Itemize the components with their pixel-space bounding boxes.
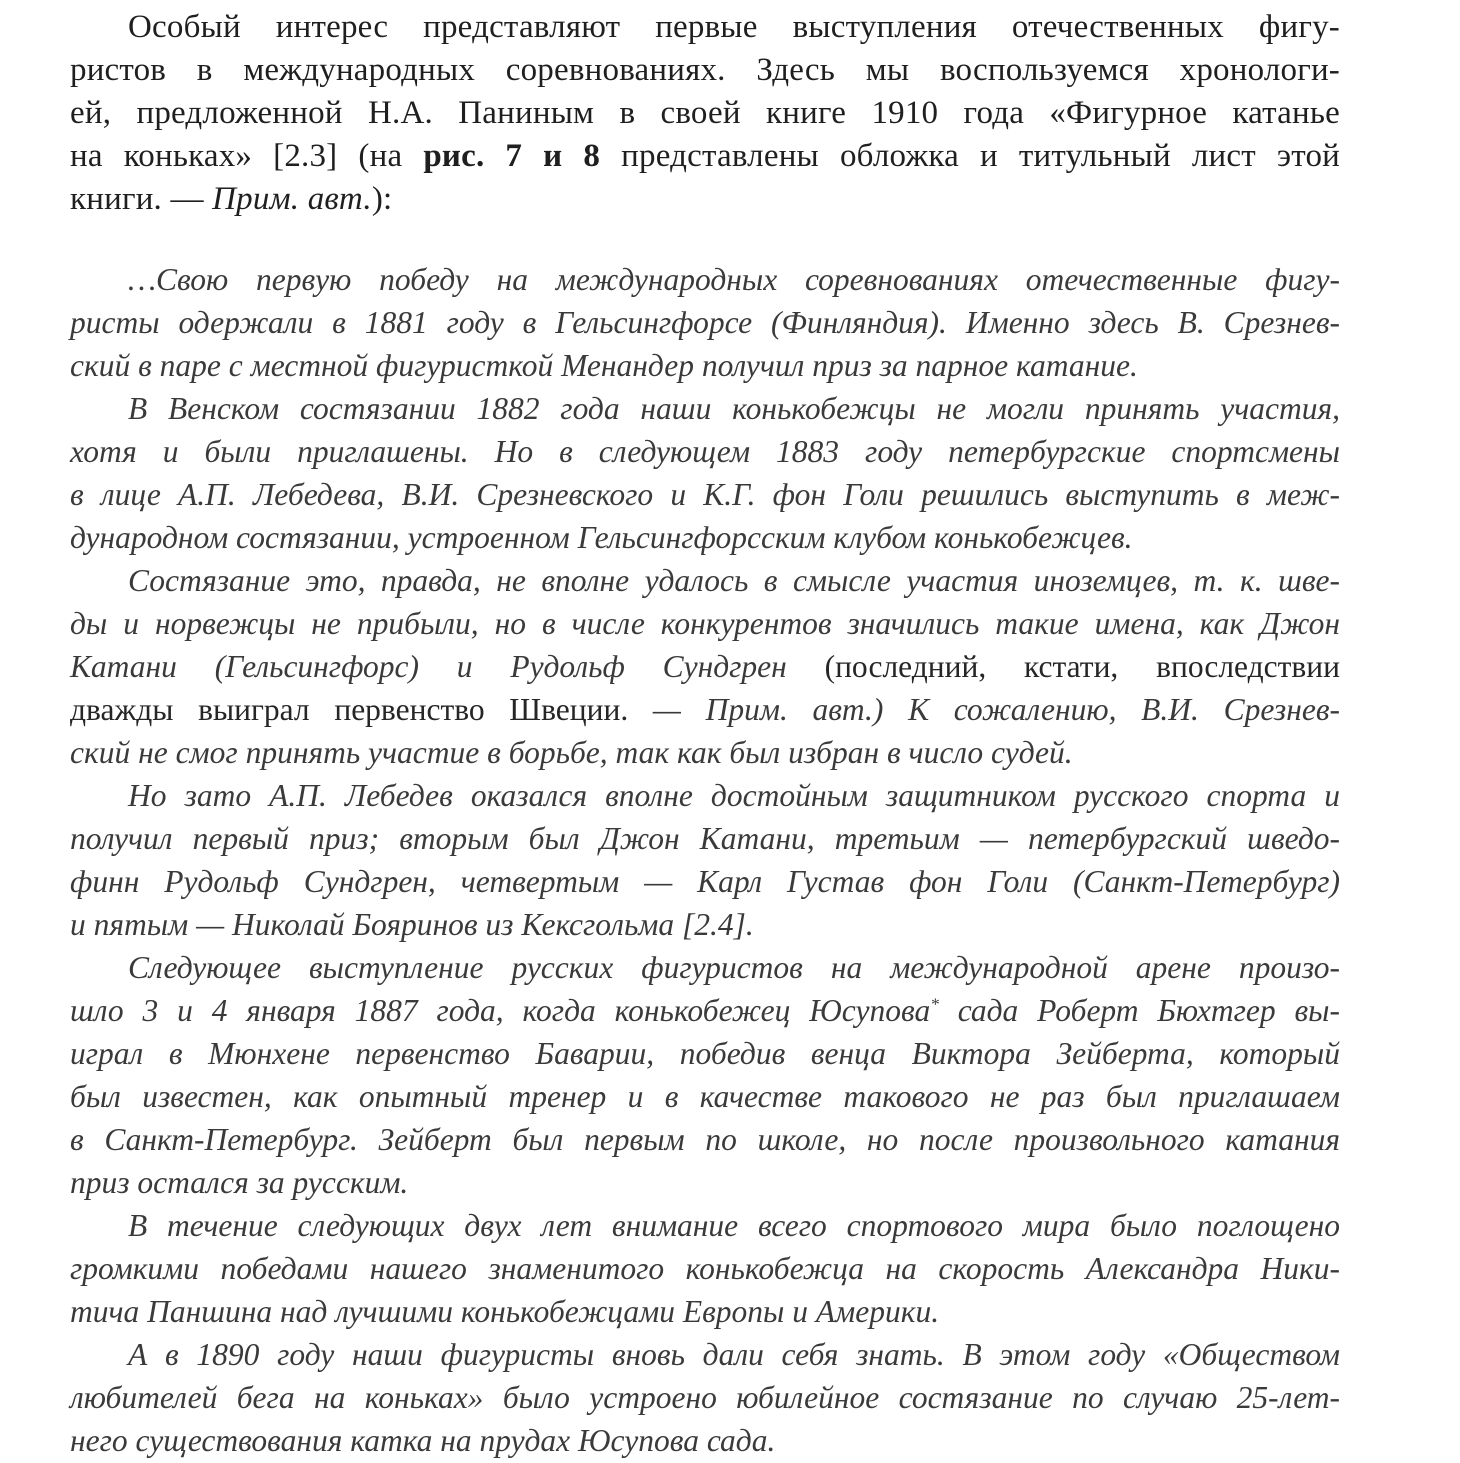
text-segment: книги. — [70, 181, 213, 217]
text-line [70, 559, 1340, 602]
text-segment: был известен, как опытный тренер и в качестве такового не раз был приглашаем [70, 1079, 1340, 1114]
text-segment: него существования катка на прудах Юсупова сада. [70, 1423, 776, 1458]
text-line [70, 1247, 1340, 1290]
text-line [70, 1290, 1340, 1333]
text-segment: и пятым — Николай Бояринов из Кексгольма [2.4]. [70, 907, 754, 942]
text-segment: тича Паншина над лучшими конькобежцами Европы и Америки. [70, 1294, 940, 1329]
text-segment: получил первый приз; вторым был Джон Катани, третьим — петербургский шведо- [70, 821, 1340, 856]
text-segment: Катани (Гельсингфорс) и Рудольф Сундгрен [70, 649, 825, 684]
text-segment: ей, предложенной Н.А. Паниным в своей книге 1910 года «Фигурное катанье [70, 95, 1340, 131]
text-line [70, 49, 1340, 92]
quote-paragraph-3 [70, 559, 1340, 774]
quote-paragraph-5 [70, 946, 1340, 1204]
text-segment: дважды выиграл первенство Швеции. [70, 692, 653, 727]
text-line [70, 1032, 1340, 1075]
text-line [70, 817, 1340, 860]
text-line [70, 301, 1340, 344]
text-line [70, 774, 1340, 817]
intro-paragraph [70, 6, 1340, 221]
text-segment: ристов в международных соревнованиях. Здесь мы воспользуемся хронологи- [70, 52, 1340, 88]
text-segment: сада Роберт Бюхтгер вы- [938, 993, 1340, 1028]
text-segment: любителей бега на коньках» было устроено юбилейное состязание по случаю 25-лет- [70, 1380, 1340, 1415]
text-segment: Следующее выступление русских фигуристов на международной арене произо- [128, 950, 1340, 985]
text-segment: хотя и были приглашены. Но в следующем 1883 году петербургские спортсмены [70, 434, 1340, 469]
text-line [70, 903, 1340, 946]
text-segment: представлены обложка и титульный лист этой [600, 138, 1340, 174]
text-segment: Но зато А.П. Лебедев оказался вполне достойным защитником русского спорта и [128, 778, 1340, 813]
text-segment: дународном состязании, устроенном Гельсингфорсским клубом конькобежцев. [70, 520, 1133, 555]
text-line [70, 731, 1340, 774]
text-line [70, 473, 1340, 516]
text-line [70, 1118, 1340, 1161]
text-line [70, 989, 1340, 1032]
quote-paragraph-7 [70, 1333, 1340, 1462]
text-line [70, 1161, 1340, 1204]
text-segment: (последний, кстати, впоследствии [824, 649, 1340, 684]
text-segment: ский не смог принять участие в борьбе, так как был избран в число судей. [70, 735, 1073, 770]
text-line [70, 387, 1340, 430]
text-segment: в Санкт-Петербург. Зейберт был первым по школе, но после произвольного катания [70, 1122, 1340, 1157]
text-line [70, 1419, 1340, 1462]
text-segment: Состязание это, правда, не вполне удалось в смысле участия иноземцев, т. к. шве- [128, 563, 1340, 598]
quote-paragraph-6 [70, 1204, 1340, 1333]
text-segment: ский в паре с местной фигуристкой Менандер получил приз за парное катание. [70, 348, 1138, 383]
text-segment: на коньках» [2.3] (на [70, 138, 424, 174]
quote-paragraph-1 [70, 258, 1340, 387]
text-line [70, 860, 1340, 903]
text-segment: громкими победами нашего знаменитого конькобежца на скорость Александра Ники- [70, 1251, 1340, 1286]
text-segment: Прим. авт. [212, 181, 372, 217]
text-line [70, 602, 1340, 645]
text-segment: В течение следующих двух лет внимание всего спортового мира было поглощено [128, 1208, 1340, 1243]
text-line [70, 1333, 1340, 1376]
text-segment: …Свою первую победу на международных соревнованиях отечественные фигу- [128, 262, 1340, 297]
text-line [70, 344, 1340, 387]
text-line [70, 946, 1340, 989]
text-segment: финн Рудольф Сундгрен, четвертым — Карл Густав фон Голи (Санкт-Петербург) [70, 864, 1340, 899]
text-line [70, 92, 1340, 135]
text-line [70, 688, 1340, 731]
text-line [70, 430, 1340, 473]
text-line [70, 258, 1340, 301]
text-segment: ристы одержали в 1881 году в Гельсингфорсе (Финляндия). Именно здесь В. Срезнев- [70, 305, 1340, 340]
text-segment: Особый интерес представляют первые выступления отечественных фигу- [128, 9, 1340, 45]
text-segment: рис. 7 и 8 [423, 138, 601, 174]
text-segment: ды и норвежцы не прибыли, но в числе конкурентов значились такие имена, как Джон [70, 606, 1340, 641]
text-segment: играл в Мюнхене первенство Баварии, победив венца Виктора Зейберта, который [70, 1036, 1340, 1071]
text-segment: А в 1890 году наши фигуристы вновь дали себя знать. В этом году «Обществом [128, 1337, 1340, 1372]
text-line [70, 1376, 1340, 1419]
text-segment: приз остался за русским. [70, 1165, 409, 1200]
text-segment: ): [371, 181, 393, 217]
text-block [70, 6, 1340, 1462]
text-segment: шло 3 и 4 января 1887 года, когда конькобежец Юсупова [70, 993, 931, 1028]
text-line [70, 1075, 1340, 1118]
quote-paragraph-4 [70, 774, 1340, 946]
text-segment: — Прим. авт.) К сожалению, В.И. Срезнев- [652, 692, 1340, 727]
text-line [70, 516, 1340, 559]
text-line [70, 645, 1340, 688]
text-segment: в лице А.П. Лебедева, В.И. Срезневского и К.Г. фон Голи решились выступить в меж- [70, 477, 1340, 512]
text-line [70, 6, 1340, 49]
text-line [70, 135, 1340, 178]
quote-paragraph-2 [70, 387, 1340, 559]
text-line [70, 1204, 1340, 1247]
text-line [70, 178, 1340, 221]
footnote-marker: * [930, 994, 939, 1014]
text-segment: В Венском состязании 1882 года наши конькобежцы не могли принять участия, [128, 391, 1340, 426]
